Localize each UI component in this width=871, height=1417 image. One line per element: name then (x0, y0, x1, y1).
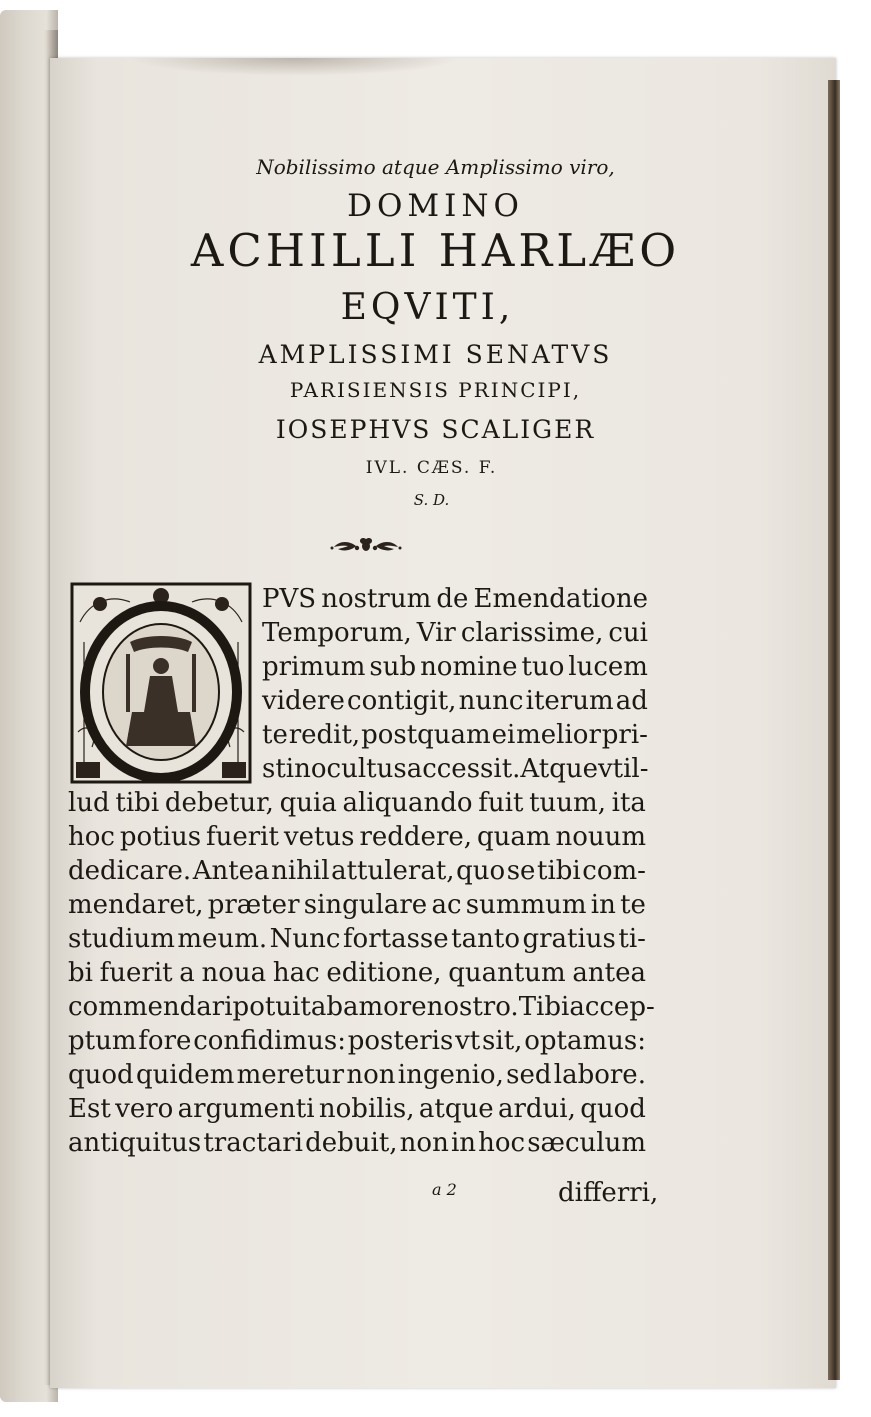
body-word: ei (491, 720, 516, 750)
greeting-line: S. D. (413, 491, 450, 509)
body-word: fuerit (206, 822, 279, 852)
body-word: lud (68, 788, 110, 818)
senatus-line: AMPLISSIMI SENATVS (258, 340, 613, 369)
body-word: iterum (525, 686, 614, 716)
body-word: ab (310, 992, 343, 1022)
author-name: IOSEPHVS SCALIGER (275, 415, 596, 444)
body-word: meretur (236, 1060, 345, 1090)
body-word: clarissime, (460, 618, 604, 648)
body-word: se (506, 856, 536, 886)
body-word: Nunc (269, 924, 341, 954)
body-word: non (399, 1128, 449, 1158)
body-word: singulare (303, 890, 428, 920)
body-line (68, 1058, 646, 1092)
body-word: bi (68, 958, 93, 988)
body-word: vetus (283, 822, 355, 852)
body-word: nobilis, (318, 1094, 415, 1124)
body-word: quia (279, 788, 337, 818)
body-word: melior (516, 720, 601, 750)
body-word: tractari (203, 1128, 303, 1158)
body-word: quam (476, 822, 551, 852)
body-word: fore (138, 1026, 192, 1056)
body-word: pri- (601, 720, 648, 750)
body-word: potuit (232, 992, 311, 1022)
body-word: mendaret, (68, 890, 204, 920)
body-word: fuit (478, 788, 524, 818)
body-line (68, 888, 646, 922)
domino-line: DOMINO (347, 188, 524, 224)
body-word: noua (201, 958, 267, 988)
body-word: com- (582, 856, 646, 886)
page-top-shadow (130, 58, 460, 76)
body-word: de (436, 584, 469, 614)
body-line (68, 922, 646, 956)
body-word: fortasse (342, 924, 449, 954)
parisiensis-line: PARISIENSIS PRINCIPI, (289, 378, 582, 402)
body-word: hoc (478, 1128, 526, 1158)
body-word: vero (115, 1094, 174, 1124)
body-line (262, 718, 648, 752)
body-line (68, 1024, 646, 1058)
dedicatee-title: EQVITI, (340, 287, 515, 328)
body-word: vt (597, 754, 624, 784)
body-word: Atque (520, 754, 598, 784)
body-word: postquam (361, 720, 491, 750)
body-word: ti- (618, 924, 646, 954)
body-word: atque (418, 1094, 494, 1124)
body-word: quantum (448, 958, 566, 988)
body-word: nostrum (321, 584, 432, 614)
body-word: ad (615, 686, 648, 716)
body-word: quod (68, 1060, 134, 1090)
body-word: editione, (326, 958, 442, 988)
body-word: nostro. (426, 992, 519, 1022)
body-word: debetur, (164, 788, 274, 818)
body-word: cultus (326, 754, 407, 784)
body-word: nihil (271, 856, 330, 886)
body-word: sed (506, 1060, 552, 1090)
body-word: quo (456, 856, 506, 886)
fleuron-ornament-icon (330, 536, 402, 556)
body-word: quidem (135, 1060, 235, 1090)
body-line (68, 990, 655, 1024)
body-word: reddere, (359, 822, 473, 852)
body-line (68, 956, 646, 990)
body-word: Tibi (518, 992, 570, 1022)
body-word: ptum (68, 1026, 137, 1056)
body-word: potius (119, 822, 202, 852)
body-word: accessit. (406, 754, 521, 784)
body-word: præter (207, 890, 300, 920)
body-word: commendari (68, 992, 233, 1022)
body-word: stino (262, 754, 327, 784)
body-word: sub (369, 652, 417, 682)
body-word: quod (580, 1094, 646, 1124)
salutation-line: Nobilissimo atque Amplissimo viro, (256, 155, 615, 179)
body-word: vt (455, 1026, 481, 1056)
body-word: ita (611, 788, 646, 818)
body-word: attulerat, (331, 856, 455, 886)
body-word: antea (572, 958, 646, 988)
body-word: amore (342, 992, 427, 1022)
body-word: optamus: (524, 1026, 646, 1056)
body-word: meum. (177, 924, 268, 954)
body-word: nunc (458, 686, 524, 716)
body-word: posteris (347, 1026, 454, 1056)
body-line (262, 616, 648, 650)
body-word: videre (262, 686, 345, 716)
body-word: Vir (416, 618, 456, 648)
body-word: debuit, (305, 1128, 398, 1158)
body-word: te (620, 890, 646, 920)
body-word: tuum, (529, 788, 606, 818)
body-word: tibi (537, 856, 581, 886)
body-word: confidimus: (193, 1026, 346, 1056)
catchword: differri, (558, 1178, 659, 1208)
body-word: dedicare. (68, 856, 192, 886)
body-word: nomine (420, 652, 518, 682)
body-word: non (346, 1060, 396, 1090)
body-word: accep- (569, 992, 655, 1022)
body-word: argumenti (177, 1094, 315, 1124)
body-line (262, 582, 648, 616)
body-word: tibi (115, 788, 160, 818)
body-word: tanto (451, 924, 520, 954)
body-word: redit, (288, 720, 361, 750)
body-word: te (262, 720, 288, 750)
body-word: nouum (555, 822, 646, 852)
body-line (262, 684, 648, 718)
body-word: labore. (553, 1060, 646, 1090)
body-word: hac (272, 958, 320, 988)
body-line (68, 1126, 646, 1160)
body-word: Est (68, 1094, 111, 1124)
body-word: PVS (262, 584, 317, 614)
body-word: lucem (568, 652, 648, 682)
decorated-initial-o (70, 582, 252, 784)
body-word: tuo (521, 652, 565, 682)
dedicatee-name: ACHILLI HARLÆO (190, 224, 681, 277)
body-word: ac (431, 890, 462, 920)
body-word: ardui, (497, 1094, 576, 1124)
body-word: il- (623, 754, 649, 784)
body-word: Antea (192, 856, 270, 886)
body-word: sæculum (527, 1128, 646, 1158)
body-word: summum (465, 890, 587, 920)
body-word: fuerit (99, 958, 173, 988)
body-word: studium (68, 924, 175, 954)
body-word: primum (262, 652, 366, 682)
body-word: sit, (482, 1026, 523, 1056)
body-word: antiquitus (68, 1128, 202, 1158)
author-suffix: IVL. CÆS. F. (365, 458, 498, 478)
body-line (262, 752, 648, 786)
body-line (68, 854, 646, 888)
body-word: a (179, 958, 195, 988)
body-word: contigit, (347, 686, 457, 716)
body-word: Emendatione (473, 584, 648, 614)
body-word: in (450, 1128, 476, 1158)
body-line (68, 786, 646, 820)
body-word: cui (608, 618, 648, 648)
body-line (262, 650, 648, 684)
body-line (68, 1092, 646, 1126)
body-word: gratius (522, 924, 616, 954)
body-word: aliquando (342, 788, 473, 818)
body-line (68, 820, 646, 854)
body-word: in (590, 890, 616, 920)
body-word: hoc (68, 822, 115, 852)
body-word: Temporum, (262, 618, 412, 648)
signature-mark: a 2 (432, 1180, 457, 1199)
body-word: ingenio, (397, 1060, 504, 1090)
